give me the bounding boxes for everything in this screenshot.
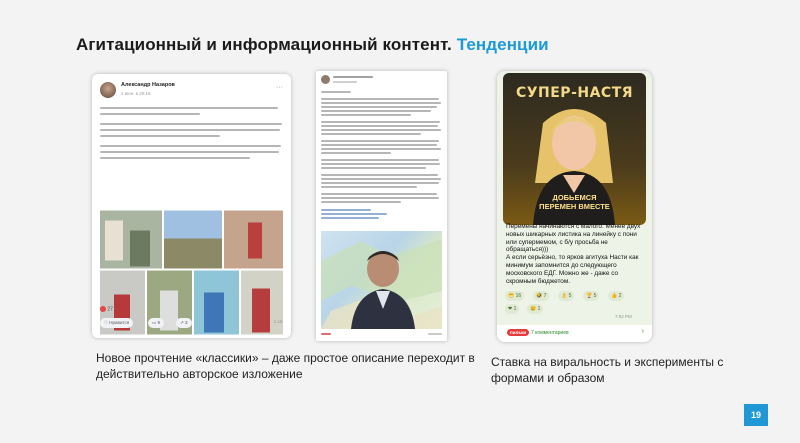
reaction-6[interactable]: ❤ 1 xyxy=(505,304,519,314)
long-post-card xyxy=(316,71,447,341)
reaction-count: 7 xyxy=(543,293,547,299)
caption-right: Ставка на виральность и эксперименты с формами и образом xyxy=(491,355,724,385)
reaction-2[interactable]: 🤣 7 xyxy=(533,291,549,301)
likes-count: 27 xyxy=(107,306,113,313)
comment-button[interactable]: ▭ 9 xyxy=(148,318,164,328)
post-date: 1 июн. в 20:16 xyxy=(121,91,151,96)
reaction-1[interactable]: 😁 16 xyxy=(505,291,524,301)
views-count: 1.1K xyxy=(273,319,283,324)
comments-bar[interactable] xyxy=(497,325,652,342)
avatar xyxy=(100,82,116,98)
title-main: Агитационный и информационный контент. xyxy=(76,35,452,54)
chevron-right-icon: › xyxy=(641,328,644,335)
reaction-4[interactable]: 🏆 5 xyxy=(583,291,599,301)
caption-left: Новое прочтение «классики» – даже простое описание переходит в действительно авторское изложение xyxy=(96,351,475,381)
message-time: 7:52 PM xyxy=(615,314,632,319)
comments-link[interactable]: 7 комментариев xyxy=(531,330,569,336)
reaction-count: 5 xyxy=(593,293,597,299)
like-label: Нравится xyxy=(109,320,130,325)
page-number-badge: 19 xyxy=(744,404,768,426)
reaction-count: 1 xyxy=(513,306,517,312)
reaction-3[interactable]: 👌 5 xyxy=(558,291,574,301)
author-name: Александр Назаров xyxy=(121,82,175,88)
slide-title xyxy=(76,35,549,55)
poster-subtitle-line1: ДОБЬЕМСЯ xyxy=(552,193,597,202)
photo-2 xyxy=(164,211,222,239)
reaction-count: 5 xyxy=(568,293,572,299)
post-header xyxy=(321,75,442,89)
avatar xyxy=(321,75,330,84)
telegram-post-card xyxy=(497,71,652,342)
reaction-count: 1 xyxy=(537,306,541,312)
title-accent: Тенденции xyxy=(456,35,549,54)
telegram-message-text: Перемены начинаются с малого. Менее двух новых шикарных листика на линейку с пони или супермемом, с б/у просьба не обращаться))) А если серьёзно, то ярков агитуха Насти как минимум запомнится до следующего московского ЕДГ. Можно же - даже со скромным бюджетом. xyxy=(506,223,641,285)
post-header xyxy=(100,80,285,102)
heart-icon xyxy=(100,306,106,312)
reaction-5[interactable]: 👍 2 xyxy=(608,291,624,301)
like-button[interactable]: ♡ Нравится xyxy=(100,318,133,328)
shares-count: 3 xyxy=(185,320,188,325)
poster-image xyxy=(503,73,646,225)
post-actions xyxy=(100,318,283,330)
reaction-7[interactable]: 😢 1 xyxy=(527,304,543,314)
reaction-count: 2 xyxy=(618,293,622,299)
poster-title: СУПЕР-НАСТЯ xyxy=(515,85,634,101)
more-icon: ··· xyxy=(276,84,283,91)
photo-grid xyxy=(100,174,283,338)
map-background xyxy=(321,231,442,329)
channel-chip: пильки xyxy=(507,329,529,336)
poster-subtitle xyxy=(503,193,646,211)
share-button[interactable]: ↗ 3 xyxy=(176,318,192,328)
reaction-count: 16 xyxy=(515,293,522,299)
post-photo xyxy=(321,231,442,329)
vk-post-card xyxy=(92,74,291,338)
poster-subtitle-line2: ПЕРЕМЕН ВМЕСТЕ xyxy=(539,202,610,211)
comments-count: 9 xyxy=(157,320,161,325)
likes-row xyxy=(100,306,113,312)
